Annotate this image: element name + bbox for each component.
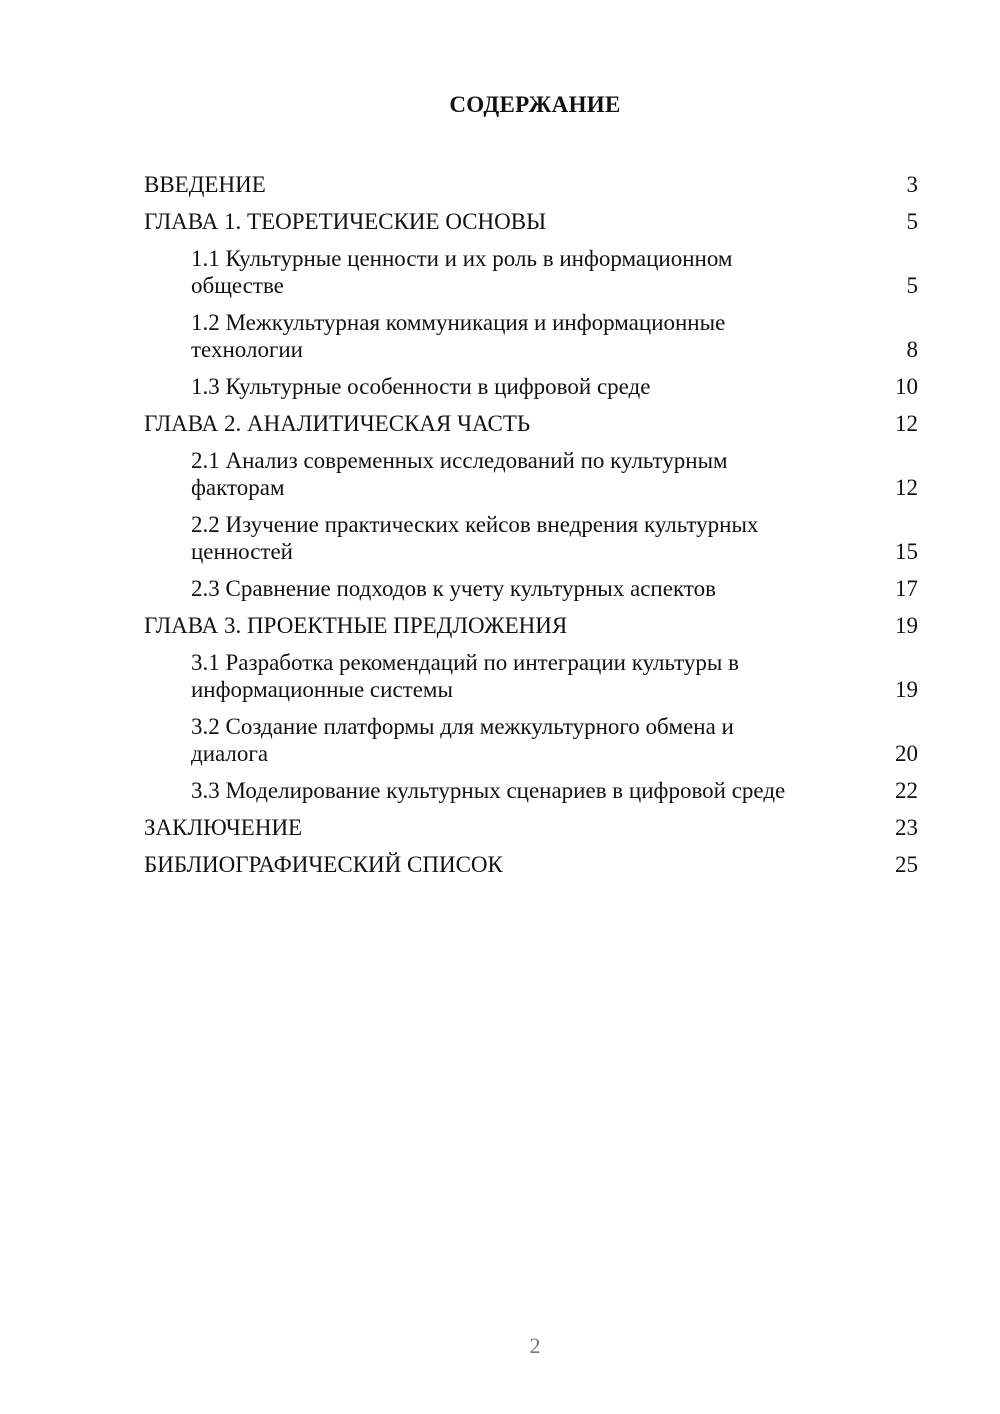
- toc-entry-text: ГЛАВА 1. ТЕОРЕТИЧЕСКИЕ ОСНОВЫ: [144, 209, 547, 234]
- toc-entry-text: БИБЛИОГРАФИЧЕСКИЙ СПИСОК: [144, 852, 503, 877]
- toc-entry-text: 1.2 Межкультурная коммуникация и информационные технологии: [191, 310, 726, 362]
- toc-entry-page: 19: [895, 677, 918, 702]
- toc-entry: [144, 405, 918, 442]
- toc-entry-text: 3.3 Моделирование культурных сценариев в цифровой среде: [191, 778, 786, 803]
- toc-subentry: [144, 644, 918, 708]
- toc-entry-text: ЗАКЛЮЧЕНИЕ: [144, 815, 303, 840]
- toc-entry: [144, 809, 918, 846]
- toc-entry: [144, 607, 918, 644]
- toc-subentry: [144, 368, 918, 405]
- toc-entry-page: 17: [895, 576, 918, 601]
- toc-subentry: [144, 570, 918, 607]
- toc-entry-page: 8: [906, 337, 918, 362]
- toc-entry-page: 3: [906, 172, 918, 197]
- toc-entry: [144, 203, 918, 240]
- toc-entry-text: ГЛАВА 3. ПРОЕКТНЫЕ ПРЕДЛОЖЕНИЯ: [144, 613, 568, 638]
- toc-entry-page: 23: [895, 815, 918, 840]
- toc-entry-page: 12: [895, 411, 918, 436]
- toc-subentry: [144, 240, 918, 304]
- toc-entry-text: 2.1 Анализ современных исследований по культурным факторам: [191, 448, 728, 500]
- toc-entry-text: ВВЕДЕНИЕ: [144, 172, 266, 197]
- toc-entry-text: 3.1 Разработка рекомендаций по интеграции культуры в информационные системы: [191, 650, 739, 702]
- toc-entry-page: 22: [895, 778, 918, 803]
- toc-entry-text: 3.2 Создание платформы для межкультурного обмена и диалога: [191, 714, 734, 766]
- toc-entry-page: 12: [895, 475, 918, 500]
- toc-entry-text: 1.3 Культурные особенности в цифровой среде: [191, 374, 651, 399]
- toc-entry-page: 19: [895, 613, 918, 638]
- toc-subentry: [144, 304, 918, 368]
- toc-entry-text: 1.1 Культурные ценности и их роль в информационном обществе: [191, 246, 733, 298]
- toc-entry-page: 5: [906, 209, 918, 234]
- toc-entry-text: ГЛАВА 2. АНАЛИТИЧЕСКАЯ ЧАСТЬ: [144, 411, 531, 436]
- toc-entry-text: 2.2 Изучение практических кейсов внедрения культурных ценностей: [191, 512, 759, 564]
- toc-entry: [144, 846, 918, 883]
- toc-entry: [144, 166, 918, 203]
- toc-entry-page: 5: [906, 273, 918, 298]
- toc-entry-text: 2.3 Сравнение подходов к учету культурных аспектов: [191, 576, 716, 601]
- toc-entry-page: 25: [895, 852, 918, 877]
- toc-subentry: [144, 506, 918, 570]
- toc-subentry: [144, 772, 918, 809]
- toc-entry-page: 15: [895, 539, 918, 564]
- toc-entry-page: 20: [895, 741, 918, 766]
- toc-subentry: [144, 442, 918, 506]
- table-of-contents: [144, 166, 918, 883]
- page-title: СОДЕРЖАНИЕ: [449, 92, 621, 117]
- toc-entry-page: 10: [895, 374, 918, 399]
- page-number: 2: [529, 1333, 541, 1358]
- toc-subentry: [144, 708, 918, 772]
